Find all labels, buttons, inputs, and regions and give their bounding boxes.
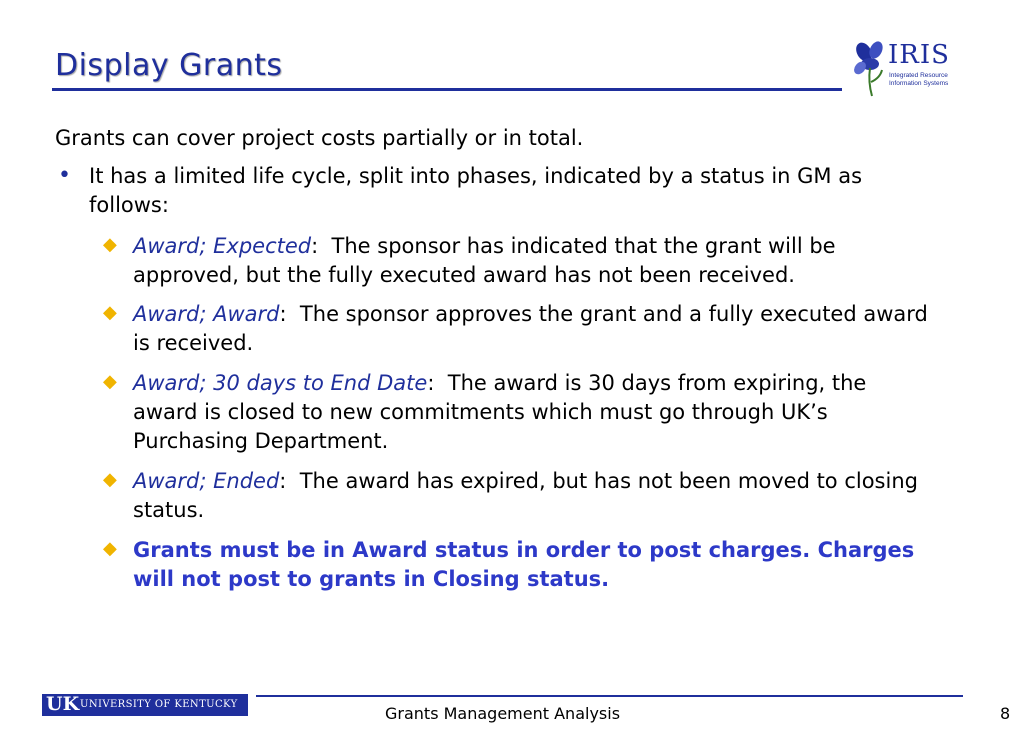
iris-logo-subtitle: Integrated Resource Information Systems: [889, 72, 949, 87]
status-description: The sponsor has indicated that the grant will be approved, but the fully executed award has not been received.: [133, 234, 843, 287]
uk-logo-name: UNIVERSITY OF KENTUCKY: [80, 699, 238, 710]
iris-flower-icon: [852, 38, 888, 98]
diamond-bullet-icon: ◆: [103, 234, 117, 255]
iris-logo-text: IRIS: [888, 40, 950, 70]
status-term: Award; 30 days to End Date: [133, 371, 428, 395]
page-number: 8: [1000, 704, 1011, 723]
footer-rule: [256, 695, 963, 697]
intro-text: Grants can cover project costs partially or in total.: [55, 126, 584, 150]
diamond-bullet-icon: ◆: [103, 371, 117, 392]
status-description: The award has expired, but has not been moved to closing status.: [133, 469, 925, 522]
title-underline: [52, 88, 842, 91]
bullet-lifecycle-text: It has a limited life cycle, split into phases, indicated by a status in GM as follows:: [89, 164, 863, 217]
status-term: Award; Expected: [133, 234, 312, 258]
iris-logo: [852, 38, 952, 100]
diamond-bullet-icon: ◆: [103, 538, 117, 559]
diamond-bullet-icon: ◆: [103, 469, 117, 490]
diamond-bullet-icon: ◆: [103, 302, 117, 323]
slide-title: Display Grants: [55, 48, 283, 83]
uk-logo-mark: UK: [46, 693, 80, 715]
status-term: Award; Award: [133, 302, 280, 326]
status-term: Award; Ended: [133, 469, 280, 493]
status-description: The sponsor approves the grant and a fully executed award is received.: [133, 302, 935, 355]
emphasis-text: Grants must be in Award status in order to post charges. Charges will not post to grants in Closing status.: [133, 538, 915, 591]
bullet-dot-icon: •: [58, 163, 71, 188]
status-description: The award is 30 days from expiring, the award is closed to new commitments which must go through UK’s Purchasing Department.: [133, 371, 874, 453]
university-of-kentucky-logo: [42, 694, 248, 716]
footer-title: Grants Management Analysis: [385, 704, 621, 723]
